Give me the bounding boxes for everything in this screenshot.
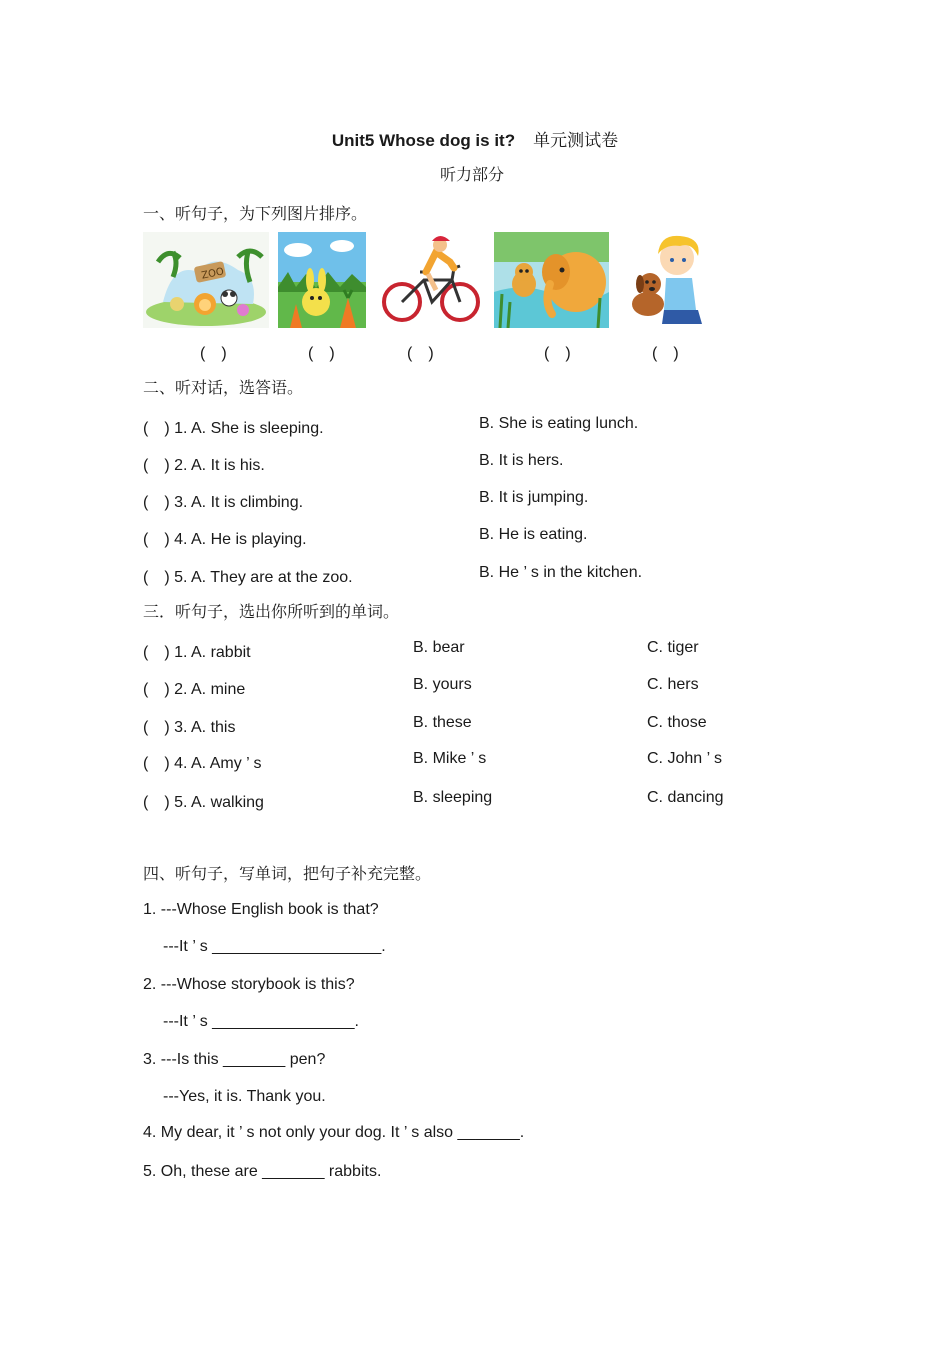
girl-bicycle-icon	[380, 232, 482, 328]
s4-line-3-question: 3. ---Is this _______ pen?	[143, 1051, 326, 1068]
page-title	[0, 126, 950, 151]
s2-question-3-option-b: B. It is jumping.	[479, 489, 589, 506]
picture-answer-bracket-4: ( )	[544, 345, 571, 362]
picture-answer-bracket-2: ( )	[308, 345, 335, 362]
picture-answer-bracket-1: ( )	[200, 345, 227, 362]
s2-question-2-option-a: ( ) 2. A. It is his.	[143, 457, 265, 474]
s2-question-5-option-b: B. He ’ s in the kitchen.	[479, 564, 643, 581]
s2-question-4-option-a: ( ) 4. A. He is playing.	[143, 531, 307, 548]
elephant-monkey-icon	[494, 232, 609, 328]
s3-question-1-option-a: ( ) 1. A. rabbit	[143, 644, 251, 661]
s2-question-3-option-a: ( ) 3. A. It is climbing.	[143, 494, 304, 511]
s3-question-2-option-c: C. hers	[647, 676, 699, 693]
s2-question-5-option-a: ( ) 5. A. They are at the zoo.	[143, 569, 353, 586]
s3-question-4-option-b: B. Mike ’ s	[413, 750, 487, 767]
s4-line-1-answer-blank: ---It ’ s ___________________.	[163, 938, 386, 955]
s4-line-2-question: 2. ---Whose storybook is this?	[143, 976, 355, 993]
s3-question-4-option-a: ( ) 4. A. Amy ’ s	[143, 755, 262, 772]
s2-question-1-option-a: ( ) 1. A. She is sleeping.	[143, 420, 324, 437]
title-english: Unit5 Whose dog is it?	[331, 131, 516, 150]
boy-dog-icon	[622, 232, 708, 328]
svg-text:ZOO: ZOO	[200, 266, 225, 282]
section3-heading: 三．听句子，选出你所听到的单词。	[143, 602, 400, 621]
s4-line-5-sentence: 5. Oh, these are _______ rabbits.	[143, 1163, 382, 1180]
picture-answer-bracket-5: ( )	[652, 345, 679, 362]
section2-heading: 二、听对话，选答语。	[143, 378, 304, 397]
s3-question-3-option-a: ( ) 3. A. this	[143, 719, 236, 736]
s3-question-3-option-b: B. these	[413, 714, 472, 731]
s3-question-5-option-a: ( ) 5. A. walking	[143, 794, 264, 811]
listening-part-subtitle: 听力部分	[439, 165, 504, 184]
s4-line-4-sentence: 4. My dear, it ’ s not only your dog. It ’ s also _______.	[143, 1124, 525, 1141]
s2-question-4-option-b: B. He is eating.	[479, 526, 588, 543]
picture-answer-bracket-3: ( )	[407, 345, 434, 362]
s4-line-1-question: 1. ---Whose English book is that?	[143, 901, 379, 918]
section1-heading: 一、听句子，为下列图片排序。	[143, 204, 368, 223]
rabbit-carrot-icon	[278, 232, 366, 328]
s4-line-3-answer: ---Yes, it is. Thank you.	[163, 1088, 326, 1105]
s3-question-2-option-b: B. yours	[413, 676, 472, 693]
title-chinese: 单元测试卷	[533, 131, 619, 151]
s3-question-5-option-b: B. sleeping	[413, 789, 493, 806]
s4-line-2-answer-blank: ---It ’ s ________________.	[163, 1013, 359, 1030]
s3-question-2-option-a: ( ) 2. A. mine	[143, 681, 246, 698]
section4-heading: 四、听句子，写单词，把句子补充完整。	[143, 864, 432, 883]
s2-question-1-option-b: B. She is eating lunch.	[479, 415, 639, 432]
s3-question-4-option-c: C. John ’ s	[647, 750, 722, 767]
s3-question-1-option-b: B. bear	[413, 639, 465, 656]
s3-question-1-option-c: C. tiger	[647, 639, 699, 656]
s3-question-5-option-c: C. dancing	[647, 789, 724, 806]
s2-question-2-option-b: B. It is hers.	[479, 452, 564, 469]
zoo-icon	[143, 232, 269, 328]
s3-question-3-option-c: C. those	[647, 714, 707, 731]
